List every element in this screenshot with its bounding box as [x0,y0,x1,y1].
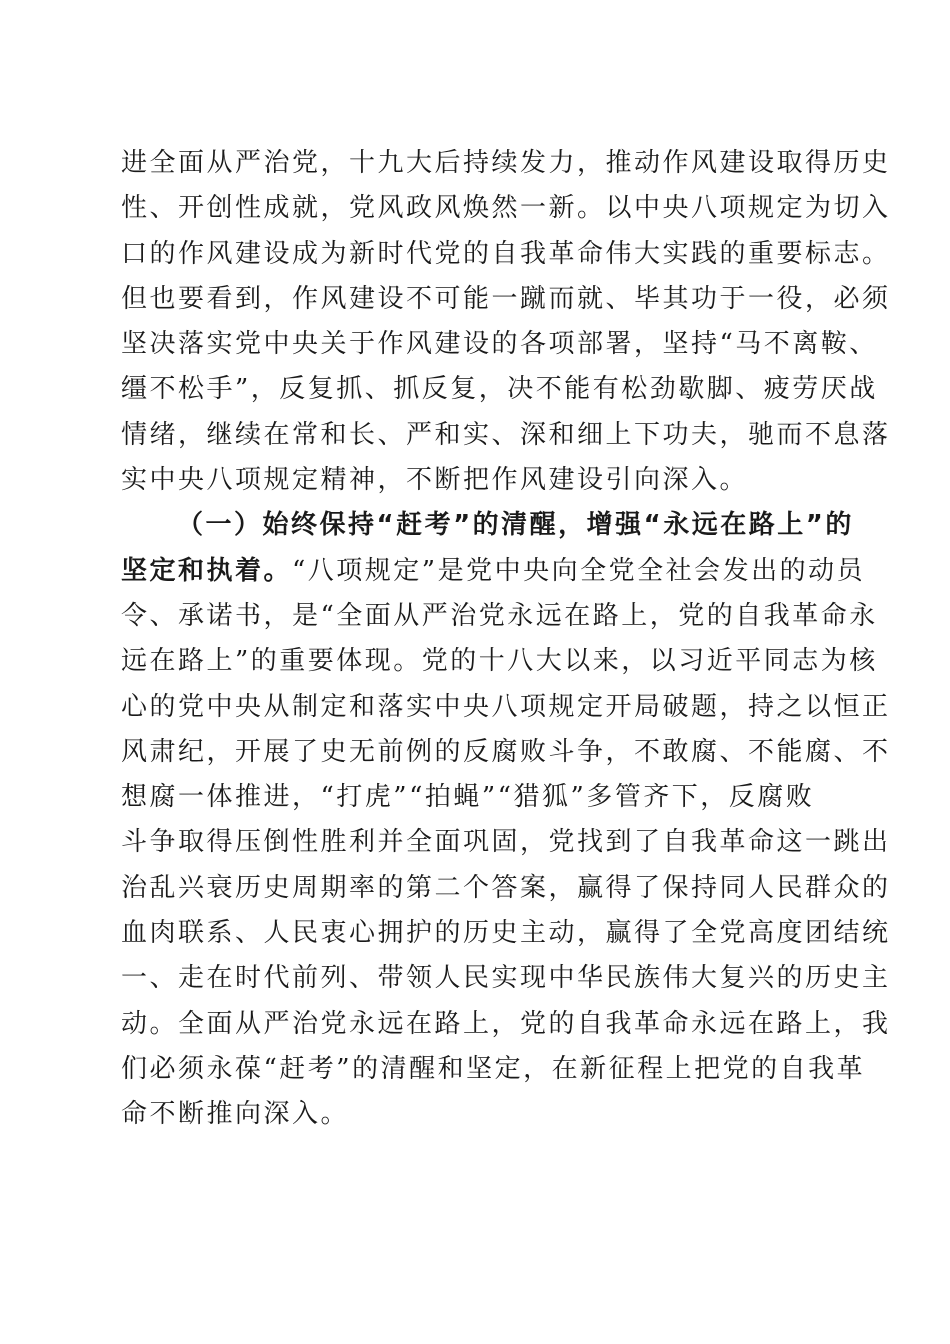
paragraph-line: 进全面从严治党，十九大后持续发力，推动作风建设取得历史 [121,148,891,178]
paragraph-line: 斗争取得压倒性胜利并全面巩固，党找到了自我革命这一跳出 [121,827,891,858]
paragraph-line: 动。全面从严治党永远在路上，党的自我革命永远在路上，我 [121,1008,891,1039]
document-body [121,141,891,1138]
paragraph-1 [121,141,891,503]
paragraph-line: 令、承诺书，是“全面从严治党永远在路上，党的自我革命永 [121,600,878,631]
section-heading-continued: 坚定和执着。 [121,555,293,586]
paragraph-line: 坚决落实党中央关于作风建设的各项部署，坚持“马不离鞍、 [121,329,878,360]
paragraph-line: 远在路上”的重要体现。党的十八大以来，以习近平同志为核 [121,646,878,677]
paragraph-line [121,549,866,594]
paragraph-line: 口的作风建设成为新时代党的自我革命伟大实践的重要标志。 [121,238,891,269]
section-heading: （一）始终保持“赶考”的清醒，增强“永远在路上”的 [177,510,854,541]
paragraph-line: 一、走在时代前列、带领人民实现中华民族伟大复兴的历史主 [121,963,891,994]
paragraph-line: 治乱兴衰历史周期率的第二个答案，赢得了保持同人民群众的 [121,872,891,903]
paragraph-line: 血肉联系、人民衷心拥护的历史主动，赢得了全党高度团结统 [121,918,891,949]
paragraph-line: 们必须永葆“赶考”的清醒和坚定，在新征程上把党的自我革 [121,1053,866,1084]
paragraph-line: 性、开创性成就，党风政风焕然一新。以中央八项规定为切入 [121,193,891,224]
paragraph-line: 实中央八项规定精神，不断把作风建设引向深入。 [121,465,749,496]
paragraph-line: 命不断推向深入。 [121,1099,350,1130]
paragraph-line: 心的党中央从制定和落实中央八项规定开局破题，持之以恒正 [121,691,891,722]
paragraph-line: 缰不松手”，反复抓、抓反复，决不能有松劲歇脚、疲劳厌战 [121,374,878,405]
paragraph-line: 风肃纪，开展了史无前例的反腐败斗争，不敢腐、不能腐、不 [121,736,891,767]
paragraph-text: “八项规定”是党中央向全党全社会发出的动员 [292,555,866,586]
paragraph-line: 但也要看到，作风建设不可能一蹴而就、毕其功于一役，必须 [121,283,891,314]
paragraph-line: 情绪，继续在常和长、严和实、深和细上下功夫，驰而不息落 [121,419,891,450]
paragraph-2 [121,503,891,1137]
paragraph-line: 想腐一体推进，“打虎”“拍蝇”“猎狐”多管齐下，反腐败 [121,782,815,813]
